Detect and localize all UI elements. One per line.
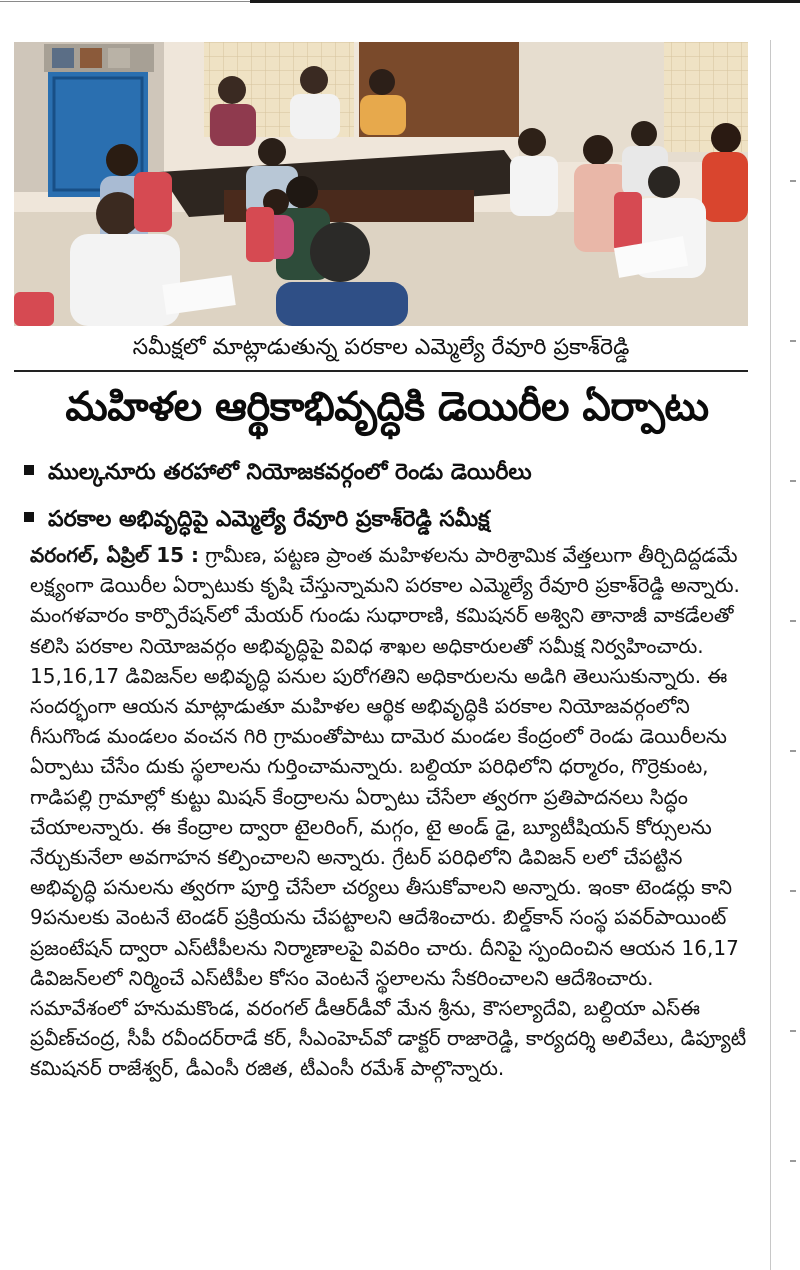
bullet-square-icon	[24, 465, 34, 475]
article-text: గ్రామీణ, పట్టణ ప్రాంత మహిళలను పారిశ్రామిక వేత్తలుగా తీర్చిదిద్దడమే లక్ష్యంగా డెయిరీల ఏర్పాటుకు కృషి చేస్తున్నామని పరకాల ఎమ్మెల్యే రేవూరి ప్రకాశ్‌రెడ్డి అన్నారు. మంగళవారం కార్పొరేషన్‌లో మేయర్ గుండు సుధారాణి, కమిషనర్ అశ్విని తానాజీ వాకడేలతో కలిసి పరకాల నియోజవర్గం అభివృద్ధిపై వివిధ శాఖల అధికారులతో సమీక్ష నిర్వహించారు. 15,16,17 డివిజన్‌ల అభివృద్ధి పనుల పురోగతిని అధికారులను అడిగి తెలుసుకున్నారు. ఈ సందర్భంగా ఆయన మాట్లాడుతూ మహిళల ఆర్థిక అభివృద్ధికి పరకాల నియోజవర్గంలోని గీసుగొండ మండలం వంచన గిరి గ్రామంతోపాటు దామెర మండల కేంద్రంలో రెండు డెయిరీలను ఏర్పాటు చేసేం దుకు స్థలాలను గుర్తించామన్నారు. బల్దియా పరిధిలోని ధర్మారం, గొర్రెకుంట, గాడిపల్లి గ్రామాల్లో కుట్టు మిషన్ కేంద్రాలను ఏర్పాటు చేసేలా త్వరగా ప్రతిపాదనలు సిద్ధం చేయాలన్నారు. ఈ కేంద్రాల ద్వారా టైలరింగ్, మగ్గం, టై అండ్ డై, బ్యూటీషియన్ కోర్సులను నేర్చుకునేలా అవగాహన కల్పించాలని అన్నారు. గ్రేటర్ పరిధిలోని డివిజన్ లలో చేపట్టిన అభివృద్ధి పనులను త్వరగా పూర్తి చేసేలా చర్యలు తీసుకోవాలని అన్నారు. ఇంకా టెండర్లు కాని 9పనులకు వెంటనే టెండర్ ప్రక్రియను చేపట్టాలని ఆదేశించారు. బిల్డ్‌కాన్ సంస్థ పవర్‌పాయింట్ ప్రజంటేషన్ ద్వారా ఎస్‌టీపీలను నిర్మాణాలపై వివరిం చారు. దీనిపై స్పందించిన ఆయన 16,17 డివిజన్‌లలో నిర్మించే ఎస్‌టీపీల కోసం వెంటనే స్థలాలను సేకరించాలని ఆదేశించారు. సమావేశంలో హనుమకొండ, వరంగల్ డీఆర్‌డీవో మేన శ్రీను, కౌసల్యాదేవి, బల్దియా ఎస్‌ఈ ప్రవీణ్‌చంద్ర, సీపీ రవీందర్‌రాడే కర్, సీఎంహెచ్‌వో డాక్టర్ రాజారెడ్డి, కార్యదర్శి అలివేలు, డిప్యూటీ కమిషనర్ రాజేశ్వర్, డీఎంసీ రజిత, టీఎంసీ రమేశ్ పాల్గొన్నారు.	[30, 543, 747, 1081]
caption-divider	[14, 370, 748, 372]
article-paragraph	[30, 540, 752, 1084]
adjacent-column-edge	[790, 150, 798, 1250]
column-divider	[770, 40, 771, 1270]
meeting-photo	[14, 42, 748, 326]
headline: మహిళల ఆర్థికాభివృద్ధికి డెయిరీల ఏర్పాటు	[65, 384, 709, 430]
dateline: వరంగల్, ఏప్రిల్ 15 :	[30, 543, 199, 567]
subhead-1-text: ముల్కనూరు తరహాలో నియోజకవర్గంలో రెండు డెయిరీలు	[48, 460, 532, 485]
top-rule-thick	[250, 0, 800, 3]
photo-caption: సమీక్షలో మాట్లాడుతున్న పరకాల ఎమ్మెల్యే రేవూరి ప్రకాశ్‌రెడ్డి	[132, 335, 630, 360]
subhead-2-text: పరకాల అభివృద్ధిపై ఎమ్మెల్యే రేవూరి ప్రకాశ్‌రెడ్డి సమీక్ష	[48, 507, 490, 532]
top-rule-thin	[0, 1, 250, 2]
subhead-2	[24, 503, 764, 537]
bullet-square-icon	[24, 512, 34, 522]
top-rule	[0, 0, 800, 3]
article-body	[30, 540, 752, 1084]
subhead-1	[24, 456, 764, 490]
